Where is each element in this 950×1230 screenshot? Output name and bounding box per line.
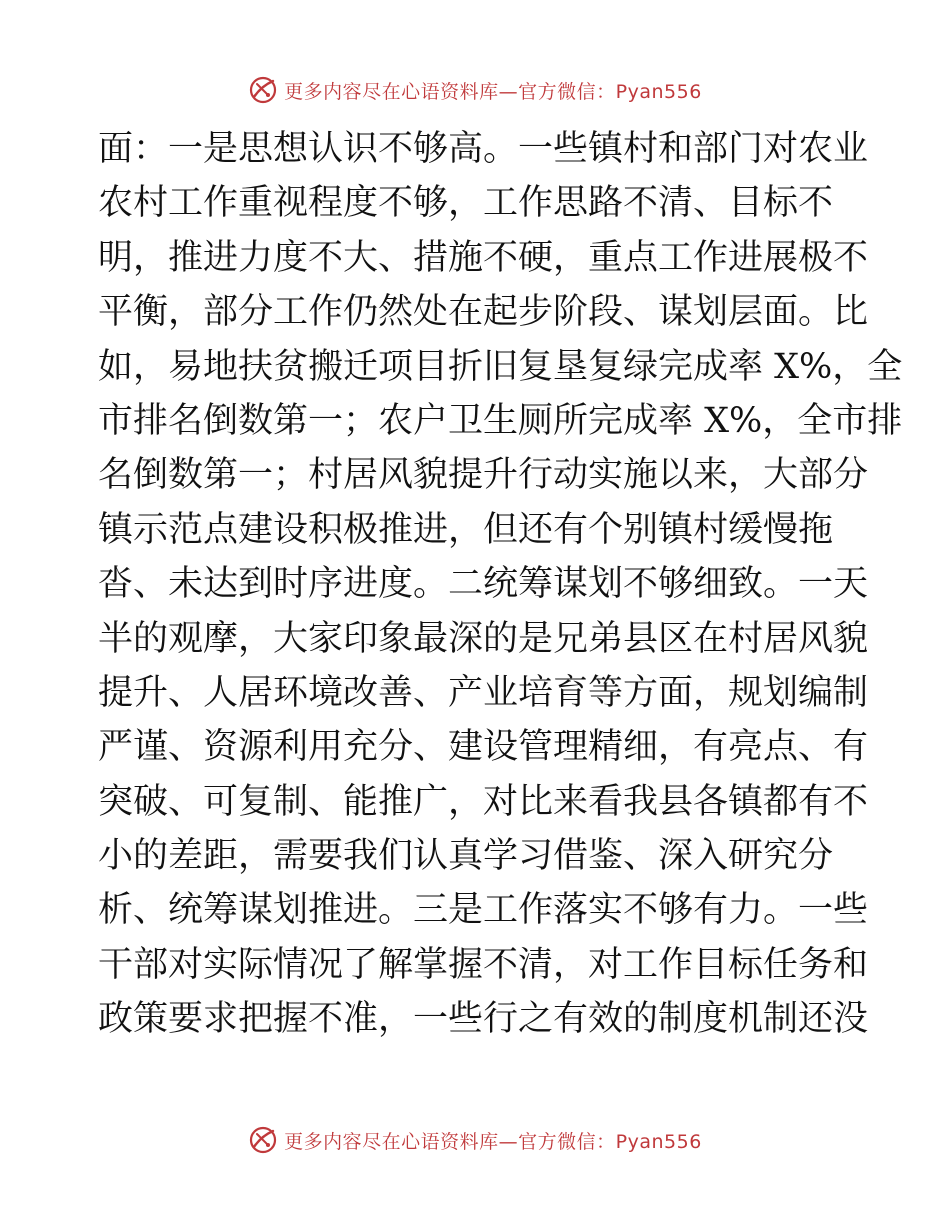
- footer-watermark: [0, 1120, 950, 1160]
- text-line: 镇示范点建设积极推进，但还有个别镇村缓慢拖: [98, 509, 834, 550]
- header-watermark: [0, 70, 950, 110]
- text-line: 小的差距，需要我们认真学习借鉴、深入研究分: [98, 836, 834, 877]
- text-line: 如，易地扶贫搬迁项目折旧复垦复绿完成率 X%，全: [98, 346, 903, 387]
- text-line: 名倒数第一；村居风貌提升行动实施以来，大部分: [98, 455, 869, 496]
- text-line: 半的观摩，大家印象最深的是兄弟县区在村居风貌: [98, 618, 869, 659]
- text-line: 面：一是思想认识不够高。一些镇村和部门对农业: [98, 129, 869, 169]
- text-line: 沓、未达到时序进度。二统筹谋划不够细致。一天: [98, 564, 869, 605]
- text-line: 提升、人居环境改善、产业培育等方面，规划编制: [98, 672, 869, 713]
- text-line: 政策要求把握不准，一些行之有效的制度机制还没: [98, 999, 869, 1040]
- watermark-text: 更多内容尽在心语资料库—官方微信：Pyan556: [284, 80, 702, 103]
- text-line: 平衡，部分工作仍然处在起步阶段、谋划层面。比: [98, 292, 869, 333]
- text-line: 析、统筹谋划推进。三是工作落实不够有力。一些: [98, 890, 869, 931]
- watermark-text: 更多内容尽在心语资料库—官方微信：Pyan556: [284, 1130, 702, 1153]
- text-line: 干部对实际情况了解掌握不清，对工作目标任务和: [98, 944, 869, 985]
- text-line: 明，推进力度不大、措施不硬，重点工作进展极不: [98, 237, 869, 278]
- pen-logo-icon: [248, 75, 278, 105]
- pen-logo-icon: [248, 1125, 278, 1155]
- text-line: 农村工作重视程度不够，工作思路不清、目标不: [98, 183, 834, 224]
- text-line: 突破、可复制、能推广，对比来看我县各镇都有不: [98, 781, 869, 822]
- body-paragraph: [98, 122, 903, 1047]
- text-line: 严谨、资源利用充分、建设管理精细，有亮点、有: [98, 727, 869, 768]
- text-line: 市排名倒数第一；农户卫生厕所完成率 X%，全市排: [98, 400, 903, 441]
